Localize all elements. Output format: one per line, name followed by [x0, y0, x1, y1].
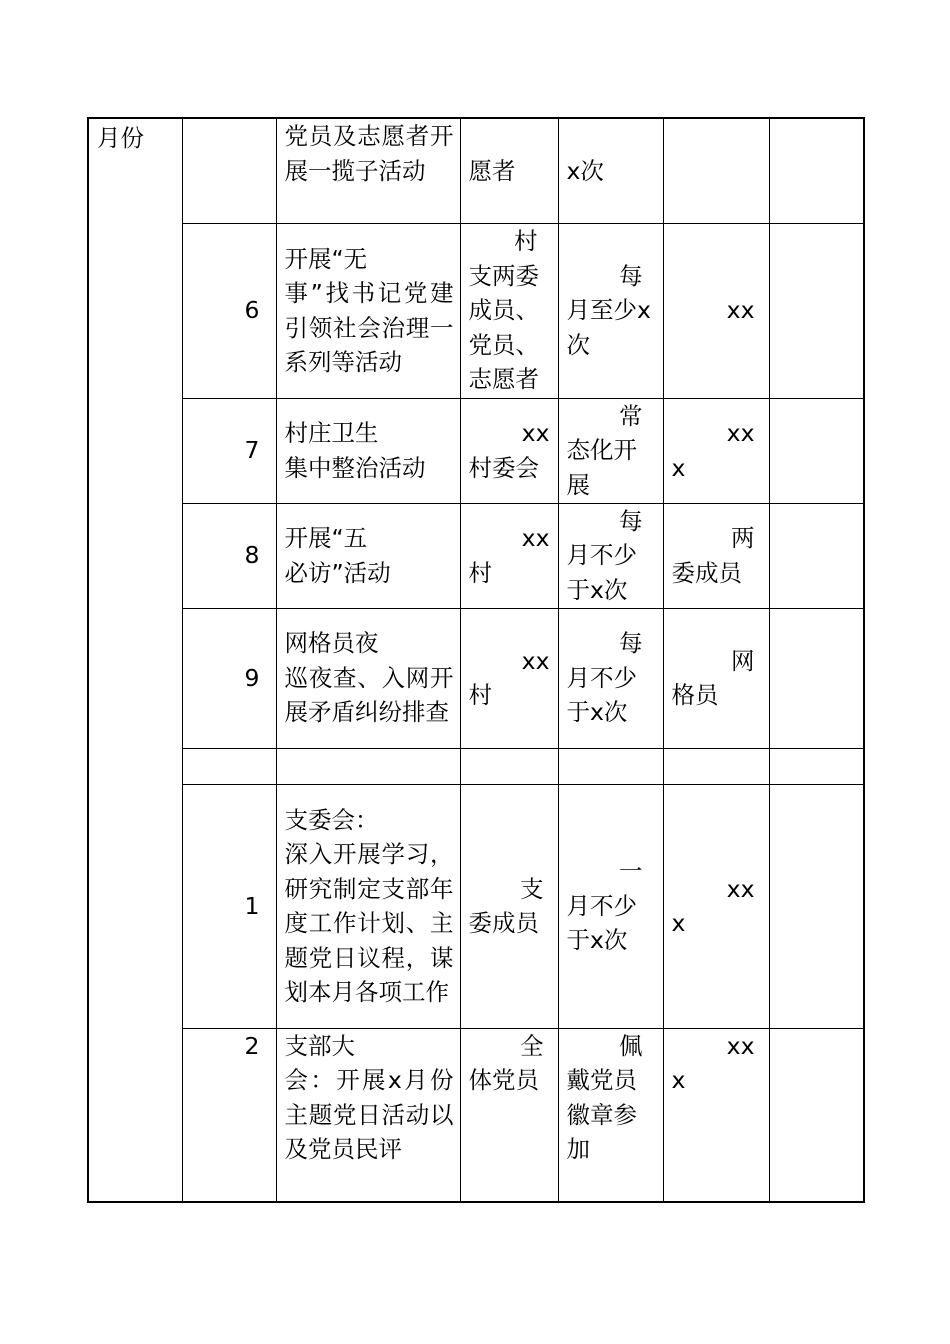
responsible-text: xx [726, 296, 755, 325]
participants-rest: 村 [468, 681, 492, 709]
activity-lead: 开展“五 [284, 524, 368, 552]
participants-rest: 村委会 [468, 453, 539, 482]
note-cell [769, 1028, 864, 1202]
frequency-rest: 态化开展 [566, 436, 637, 499]
frequency-rest: 月至少x次 [566, 296, 651, 359]
frequency-lead: 每 [619, 506, 643, 535]
row-number: 9 [182, 608, 276, 748]
frequency-cell [558, 398, 663, 503]
table-row [88, 748, 864, 784]
activity-lead: 村庄卫生 [284, 419, 379, 447]
participants-cell [460, 503, 558, 608]
note-cell [769, 223, 864, 398]
table-row [88, 1028, 864, 1202]
month-label-cell [88, 118, 182, 1202]
note-cell [769, 608, 864, 748]
frequency-lead: 每 [619, 629, 643, 658]
note-cell [769, 398, 864, 503]
frequency-rest: 戴党员徽章参加 [566, 1066, 637, 1163]
responsible-cell [663, 1028, 769, 1202]
responsible-rest: 格员 [671, 681, 719, 709]
frequency-cell [558, 784, 663, 1028]
responsible-cell [663, 748, 769, 784]
responsible-lead: xx [726, 419, 755, 447]
participants-lead: xx [521, 524, 550, 552]
responsible-cell [663, 223, 769, 398]
activity-cell [276, 784, 460, 1028]
activity-rest: 必访”活动 [284, 558, 391, 587]
row-number: 1 [182, 784, 276, 1028]
table-row [88, 608, 864, 748]
table-row [88, 118, 864, 223]
responsible-cell [663, 503, 769, 608]
frequency-cell [558, 1028, 663, 1202]
frequency-lead: 常 [619, 401, 643, 430]
activity-rest: 巡夜查、入网开展矛盾纠纷排查 [284, 663, 454, 727]
activity-table [87, 117, 865, 1203]
responsible-cell [663, 118, 769, 223]
activity-cell [276, 608, 460, 748]
responsible-lead: 网 [731, 646, 755, 675]
participants-cell [460, 608, 558, 748]
participants-cell [460, 398, 558, 503]
activity-rest: 会：开展x月份主题党日活动以及党员民评 [284, 1066, 454, 1163]
table-row [88, 223, 864, 398]
activity-rest: 事”找书记党建引领社会治理一系列等活动 [284, 279, 454, 376]
activity-cell [276, 503, 460, 608]
participants-lead: xx [521, 646, 550, 675]
frequency-rest: 月不少于x次 [566, 891, 637, 955]
table-row [88, 503, 864, 608]
participants-lead: xx [521, 419, 550, 447]
responsible-rest: x [671, 1066, 686, 1094]
activity-lead: 支委会： [284, 805, 379, 834]
frequency-cell: x次 [558, 118, 663, 223]
row-number: 2 [182, 1028, 276, 1202]
participants-cell [460, 223, 558, 398]
participants-rest: 村 [468, 558, 492, 587]
responsible-cell [663, 784, 769, 1028]
responsible-rest: 委成员 [671, 558, 742, 587]
responsible-lead: 两 [731, 524, 755, 552]
frequency-lead: 一 [619, 857, 643, 886]
frequency-cell [558, 608, 663, 748]
frequency-lead: 佩 [619, 1031, 643, 1060]
note-cell [769, 784, 864, 1028]
frequency-cell [558, 748, 663, 784]
participants-rest: 支两委成员、党员、志愿者 [468, 261, 539, 394]
participants-lead: 村 [514, 227, 538, 256]
activity-cell: 党员及志愿者开展一揽子活动 [276, 118, 460, 223]
activity-cell [276, 748, 460, 784]
participants-lead: 支 [520, 874, 544, 903]
row-number [182, 748, 276, 784]
responsible-cell [663, 398, 769, 503]
frequency-rest: 月不少于x次 [566, 663, 637, 727]
activity-rest: 深入开展学习，研究制定支部年度工作计划、主题党日议程，谋划本月各项工作 [284, 840, 454, 1006]
participants-rest: 委成员 [468, 909, 539, 937]
note-cell [769, 118, 864, 223]
table-row [88, 784, 864, 1028]
row-number: 7 [182, 398, 276, 503]
activity-cell [276, 1028, 460, 1202]
row-number: 6 [182, 223, 276, 398]
row-number: 8 [182, 503, 276, 608]
activity-lead: 网格员夜 [284, 629, 379, 658]
responsible-cell [663, 608, 769, 748]
frequency-rest: 月不少于x次 [566, 541, 637, 604]
activity-cell [276, 223, 460, 398]
frequency-lead: 每 [619, 261, 643, 290]
frequency-cell [558, 223, 663, 398]
month-label: 月份 [97, 124, 144, 152]
participants-cell [460, 1028, 558, 1202]
participants-cell [460, 748, 558, 784]
participants-cell [460, 784, 558, 1028]
responsible-lead: xx [726, 874, 755, 903]
responsible-rest: x [671, 453, 686, 482]
row-number [182, 118, 276, 223]
note-cell [769, 503, 864, 608]
note-cell [769, 748, 864, 784]
activity-lead: 支部大 [284, 1031, 355, 1060]
participants-cell: 愿者 [460, 118, 558, 223]
participants-lead: 全 [520, 1031, 544, 1060]
responsible-rest: x [671, 909, 686, 937]
participants-rest: 体党员 [468, 1066, 539, 1094]
responsible-lead: xx [726, 1031, 755, 1060]
frequency-cell [558, 503, 663, 608]
activity-cell [276, 398, 460, 503]
table-row [88, 398, 864, 503]
activity-lead: 开展“无 [284, 244, 368, 273]
activity-rest: 集中整治活动 [284, 453, 426, 482]
